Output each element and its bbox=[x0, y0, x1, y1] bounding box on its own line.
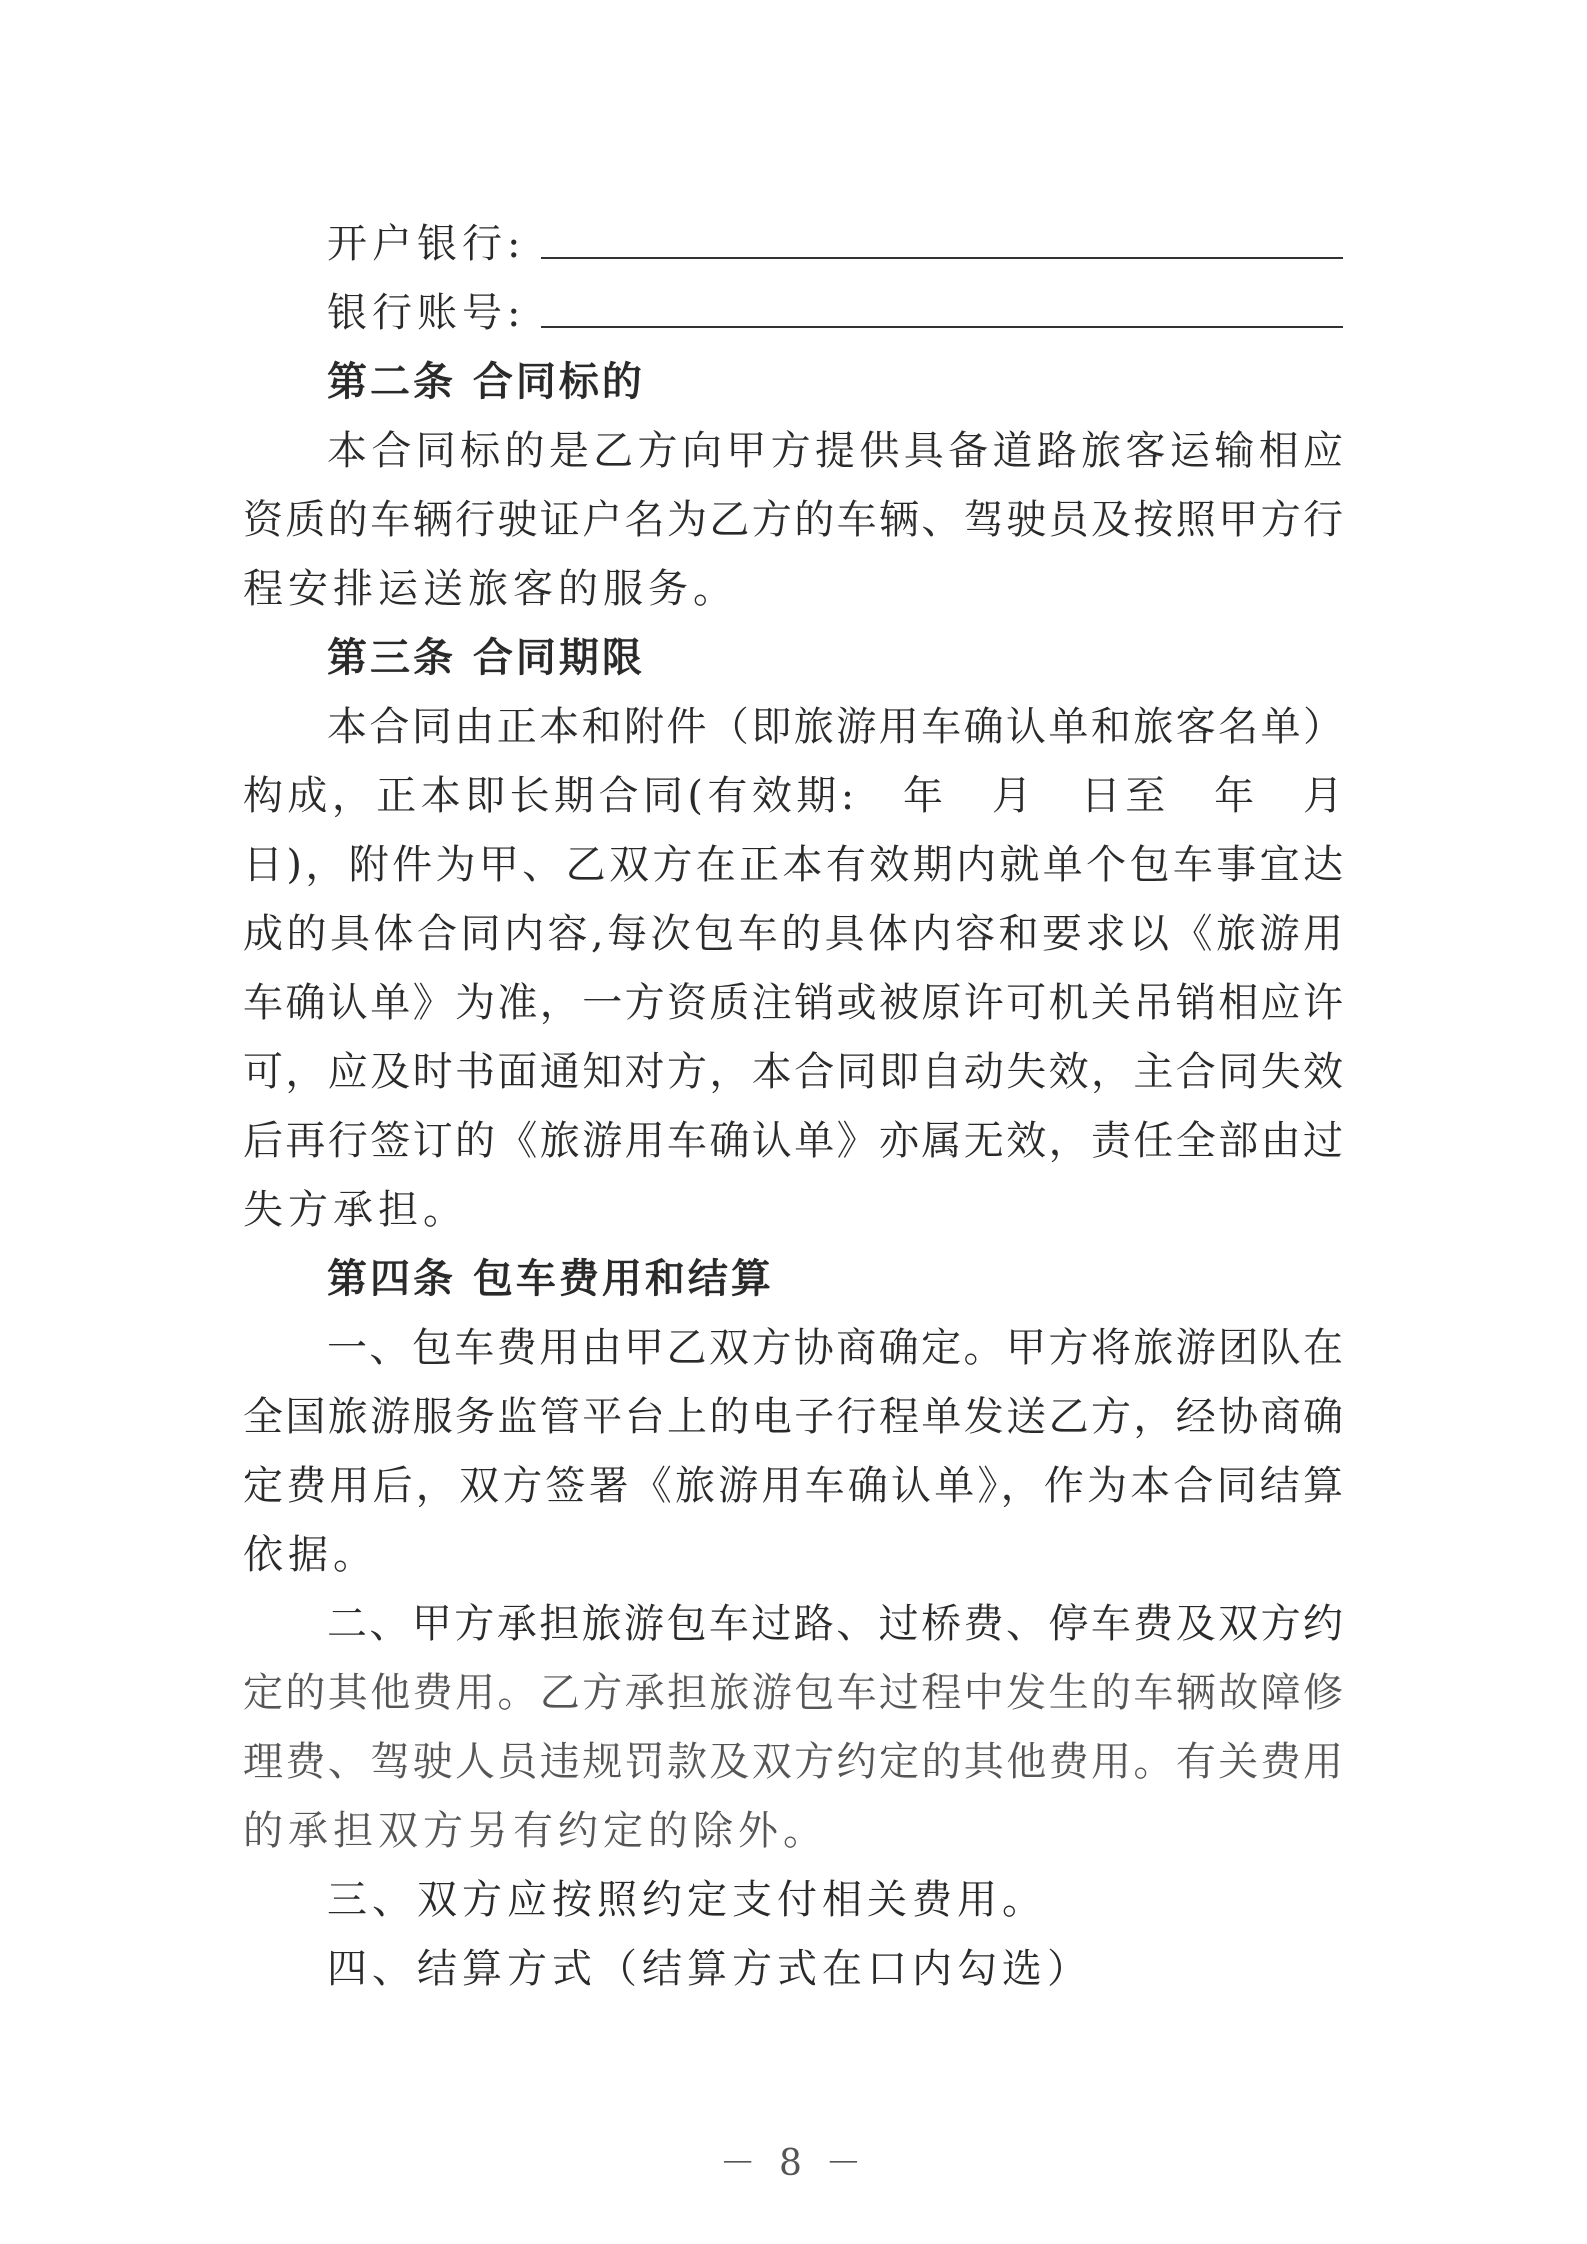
article4-para1-line: 全国旅游服务监管平台上的电子行程单发送乙方，经协商确 bbox=[243, 1394, 1343, 1440]
article4-para1-line: 依据。 bbox=[243, 1532, 378, 1578]
account-blank-line bbox=[541, 326, 1343, 328]
article4-para3: 三、双方应按照约定支付相关费用。 bbox=[327, 1877, 1047, 1923]
article4-para4: 四、结算方式（结算方式在口内勾选） bbox=[327, 1946, 1092, 1992]
article3-line: 可，应及时书面通知对方，本合同即自动失效，主合同失效 bbox=[243, 1049, 1343, 1095]
article4-para2-line: 理费、驾驶人员违规罚款及双方约定的其他费用。有关费用 bbox=[243, 1739, 1343, 1785]
account-field-row bbox=[243, 279, 1343, 348]
bank-field-row bbox=[243, 210, 1343, 279]
article4-para2-line: 的承担双方另有约定的除外。 bbox=[243, 1808, 828, 1854]
article4-para1-line: 定费用后，双方签署《旅游用车确认单》，作为本合同结算 bbox=[243, 1463, 1343, 1509]
article2-heading: 第二条 合同标的 bbox=[327, 359, 645, 405]
article2-line: 程安排运送旅客的服务。 bbox=[243, 566, 738, 612]
article3-heading: 第三条 合同期限 bbox=[327, 635, 645, 681]
article4-para2-line: 定的其他费用。乙方承担旅游包车过程中发生的车辆故障修 bbox=[243, 1670, 1343, 1716]
article3-line: 成的具体合同内容,每次包车的具体内容和要求以《旅游用 bbox=[243, 911, 1343, 957]
article4-para2-line: 二、甲方承担旅游包车过路、过桥费、停车费及双方约 bbox=[327, 1601, 1343, 1647]
article3-line: 失方承担。 bbox=[243, 1187, 468, 1233]
article3-line: 日)，附件为甲、乙双方在正本有效期内就单个包车事宜达 bbox=[243, 842, 1343, 888]
article3-line: 后再行签订的《旅游用车确认单》亦属无效，责任全部由过 bbox=[243, 1118, 1343, 1164]
article2-line: 本合同标的是乙方向甲方提供具备道路旅客运输相应 bbox=[327, 428, 1343, 474]
article4-para1-line: 一、包车费用由甲乙双方协商确定。甲方将旅游团队在 bbox=[327, 1325, 1343, 1371]
bank-blank-line bbox=[541, 257, 1343, 259]
document-body bbox=[243, 210, 1343, 2004]
article3-line: 本合同由正本和附件（即旅游用车确认单和旅客名单） bbox=[327, 704, 1343, 750]
page-number: － 8 － bbox=[719, 2143, 868, 2184]
article3-line: 车确认单》为准，一方资质注销或被原许可机关吊销相应许 bbox=[243, 980, 1343, 1026]
article3-line: 构成，正本即长期合同(有效期: 年 月 日至 年 月 bbox=[243, 773, 1343, 819]
bank-label: 开户银行: bbox=[327, 221, 526, 267]
article2-line: 资质的车辆行驶证户名为乙方的车辆、驾驶员及按照甲方行 bbox=[243, 497, 1343, 543]
article4-heading: 第四条 包车费用和结算 bbox=[327, 1256, 774, 1302]
account-label: 银行账号: bbox=[327, 290, 526, 336]
